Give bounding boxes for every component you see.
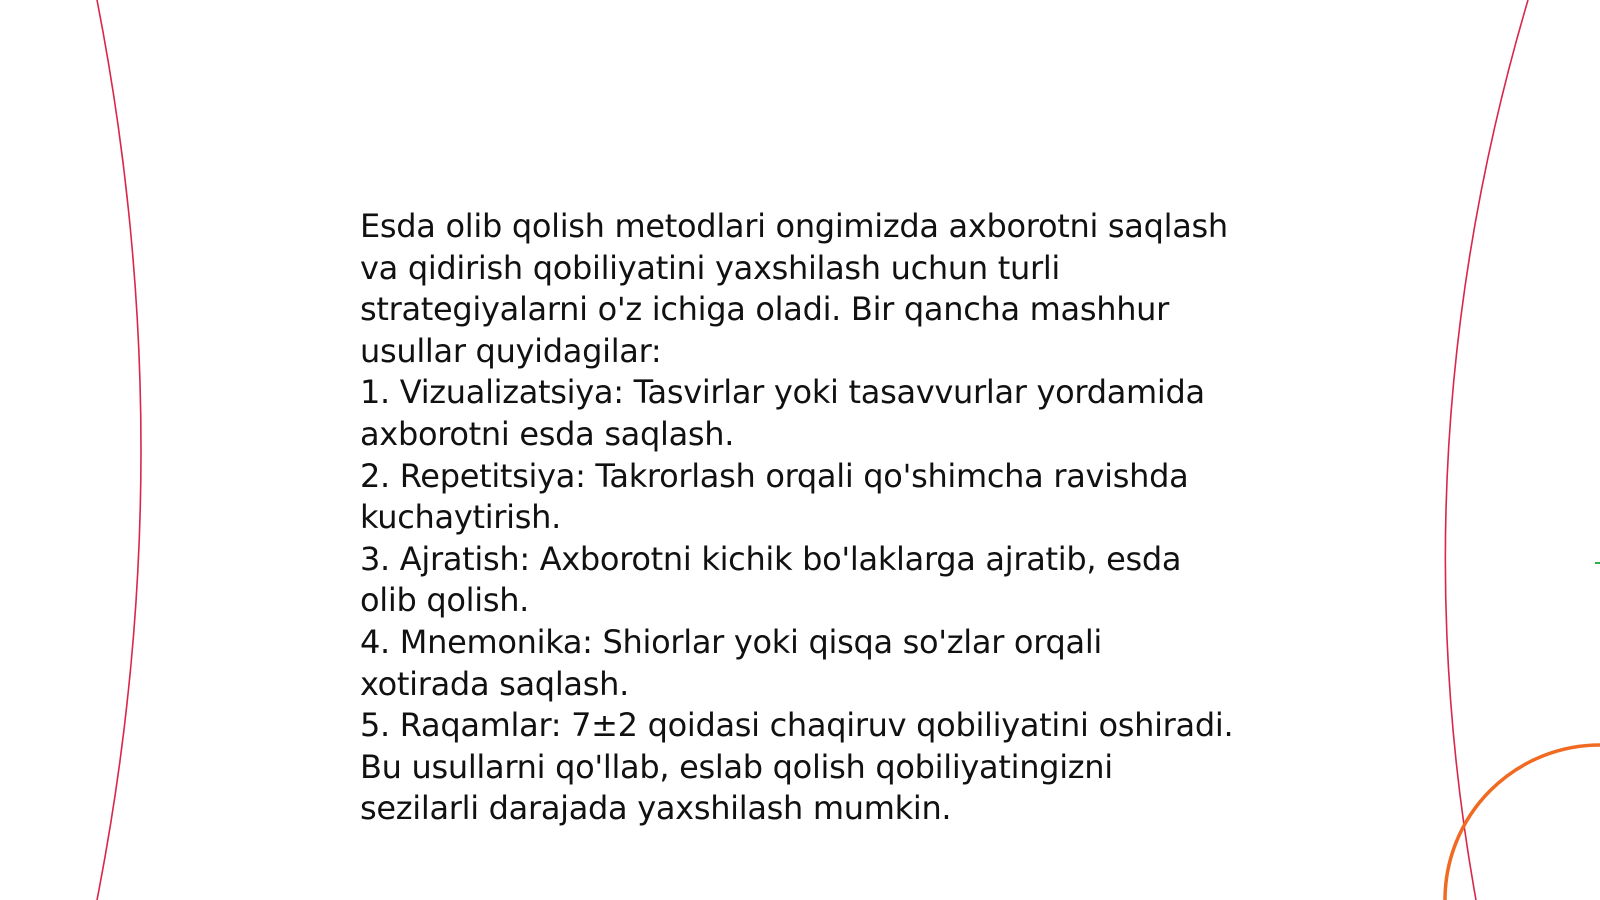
list-item-chunking: 3. Ajratish: Axborotni kichik bo'laklarga ajratib, esda olib qolish.: [360, 539, 1182, 620]
list-item-numbers: 5. Raqamlar: 7±2 qoidasi chaqiruv qobiliyatini oshiradi.: [360, 706, 1234, 745]
slide-body-text: [360, 206, 1240, 830]
right-arc: [1445, 0, 1528, 900]
intro-paragraph: Esda olib qolish metodlari ongimizda axborotni saqlash va qidirish qobiliyatini yaxshilash uchun turli strategiyalarni o'z ichiga oladi. Bir qancha mashhur usullar quyidagilar:: [360, 207, 1228, 370]
list-item-mnemonics: 4. Mnemonika: Shiorlar yoki qisqa so'zlar orqali xotirada saqlash.: [360, 622, 1103, 703]
conclusion-paragraph: Bu usullarni qo'llab, eslab qolish qobiliyatingizni sezilarli darajada yaxshilash mumkin.: [360, 747, 1113, 828]
left-arc: [97, 0, 141, 900]
list-item-visualization: 1. Vizualizatsiya: Tasvirlar yoki tasavvurlar yordamida axborotni esda saqlash.: [360, 373, 1205, 453]
list-item-repetition: 2. Repetitsiya: Takrorlash orqali qo'shimcha ravishda kuchaytirish.: [360, 456, 1189, 537]
orange-circle-arc: [1445, 745, 1600, 900]
